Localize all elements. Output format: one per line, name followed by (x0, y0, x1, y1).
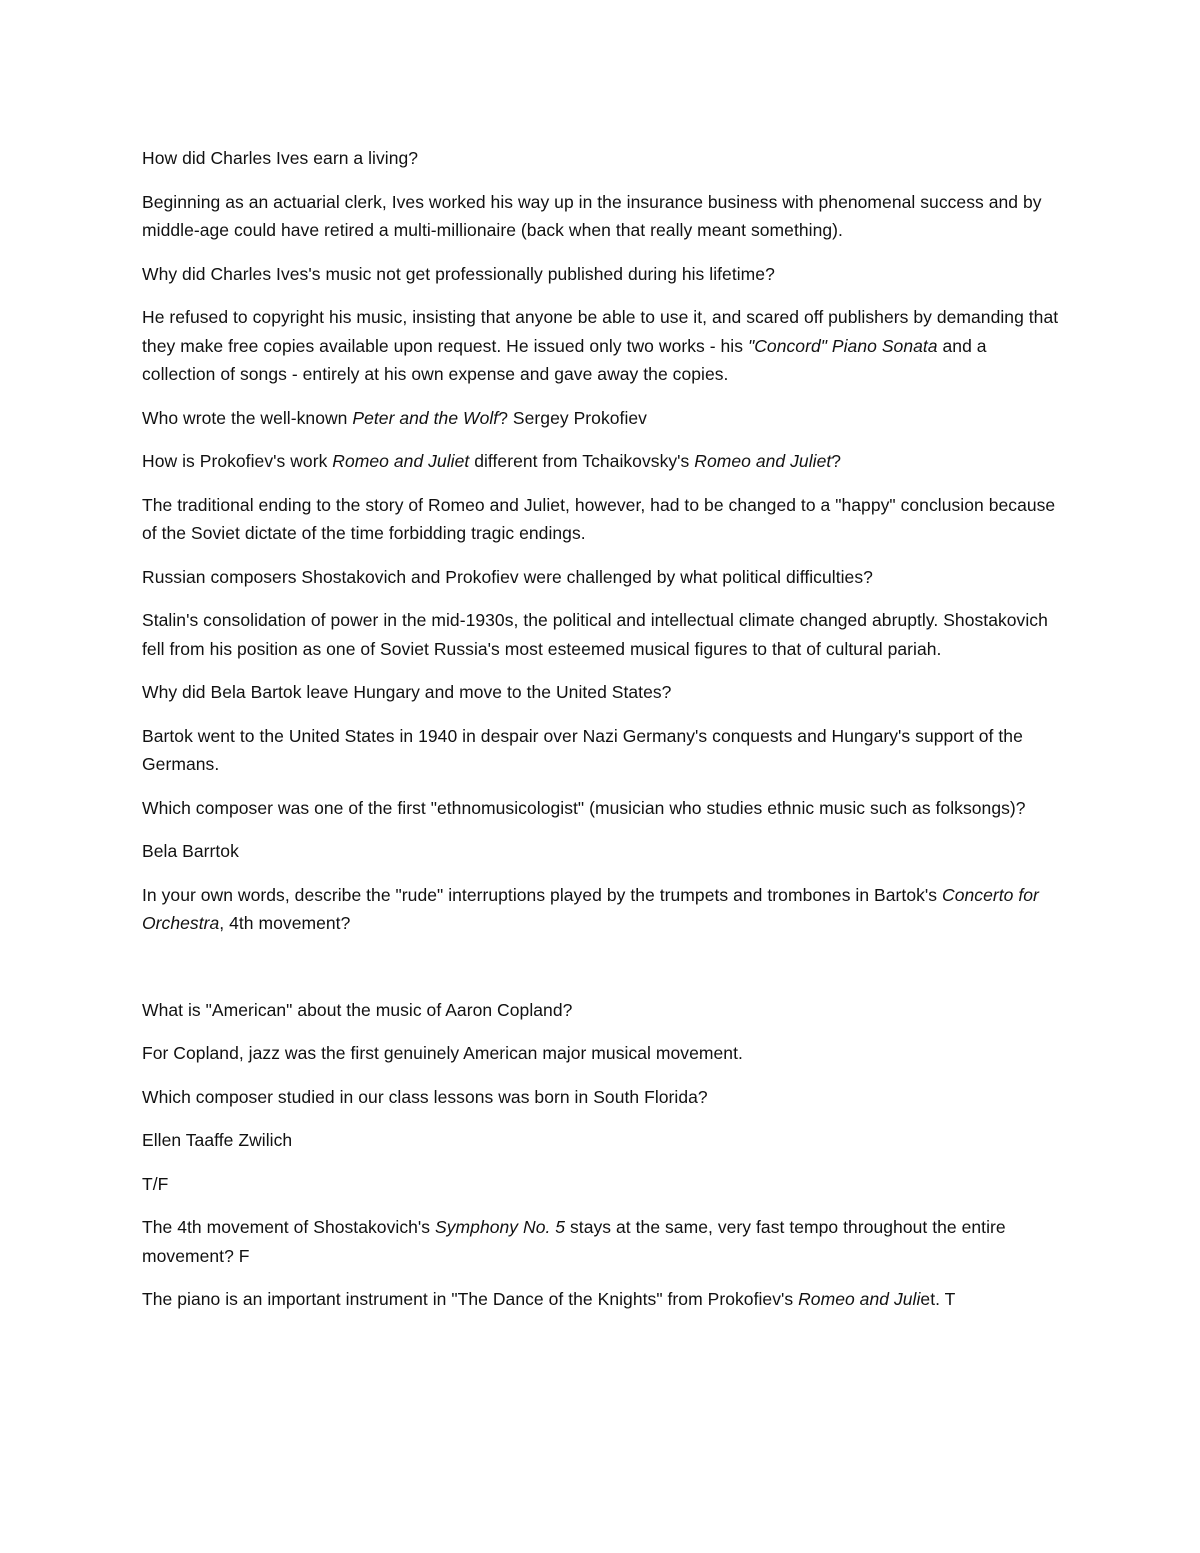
paragraph-q5 (142, 563, 1060, 592)
paragraph-a2 (142, 303, 1060, 389)
paragraph-tf1 (142, 1213, 1060, 1270)
text-run: ? (831, 451, 842, 471)
paragraph-a7 (142, 837, 1060, 866)
italic-title: "Concord" Piano Sonata (747, 335, 938, 356)
paragraph-a5 (142, 606, 1060, 663)
paragraph-tf2 (142, 1285, 1060, 1314)
paragraph-a1 (142, 188, 1060, 245)
paragraph-q2 (142, 260, 1060, 289)
text-run: and a collection of songs - entirely at his own expense and gave away the copies. (142, 335, 987, 384)
paragraph-a9 (142, 1039, 1060, 1068)
text-run: Which composer studied in our class lessons was born in South Florida? (142, 1086, 708, 1107)
paragraph-q6 (142, 678, 1060, 707)
text-run: Who wrote the well-known (142, 407, 353, 428)
italic-title: Romeo and Juli (798, 1289, 921, 1309)
text-run: et. T (920, 1289, 956, 1309)
text-run: Beginning as an actuarial clerk, Ives worked his way up in the insurance business with phenomenal success and by middle-age could have retired a multi-millionaire (back when that really meant something). (142, 191, 1042, 240)
paragraph-q8 (142, 881, 1060, 938)
text-run: stays at the same, very fast tempo throughout the entire movement? F (142, 1217, 1006, 1266)
text-run: different from Tchaikovsky's (469, 451, 695, 471)
paragraph-q3 (142, 404, 1060, 433)
text-run: How is Prokofiev's work (142, 451, 333, 471)
paragraph-q4 (142, 447, 1060, 476)
italic-title: Peter and the Wolf (352, 407, 499, 428)
italic-title: Symphony No. 5 (435, 1217, 566, 1237)
paragraph-q1 (142, 144, 1060, 173)
text-run: Which composer was one of the first "ethnomusicologist" (musician who studies ethnic music such as folksongs)? (142, 797, 1026, 818)
text-run: The 4th movement of Shostakovich's (142, 1217, 436, 1237)
text-run: Bela Barrtok (142, 841, 239, 861)
paragraph-a6 (142, 722, 1060, 779)
paragraph-a10 (142, 1126, 1060, 1155)
paragraph-tf (142, 1170, 1060, 1199)
text-run: For Copland, jazz was the first genuinely American major musical movement. (142, 1043, 743, 1063)
blank-line (142, 953, 1060, 996)
paragraph-q9 (142, 996, 1060, 1025)
text-run: Russian composers Shostakovich and Prokofiev were challenged by what political difficulties? (142, 566, 873, 587)
text-run: Why did Charles Ives's music not get professionally published during his lifetime? (142, 263, 775, 284)
document-body (142, 144, 1060, 1314)
italic-title: Concerto for Orchestra (142, 884, 1039, 933)
text-run: ? Sergey Prokofiev (498, 407, 647, 428)
text-run: T/F (142, 1173, 169, 1194)
text-run: Why did Bela Bartok leave Hungary and move to the United States? (142, 682, 672, 702)
paragraph-q7 (142, 794, 1060, 823)
text-run: The piano is an important instrument in "The Dance of the Knights" from Prokofiev's (142, 1289, 799, 1309)
text-run: Ellen Taaffe Zwilich (142, 1130, 293, 1150)
text-run: He refused to copyright his music, insisting that anyone be able to use it, and scared off publishers by demanding that they make free copies available upon request. He issued only two works - his (142, 307, 1059, 356)
text-run: The traditional ending to the story of Romeo and Juliet, however, had to be changed to a "happy" conclusion because of the Soviet dictate of the time forbidding tragic endings. (142, 494, 1056, 543)
text-run: , 4th movement? (219, 913, 351, 933)
text-run: Stalin's consolidation of power in the mid-1930s, the political and intellectual climate changed abruptly. Shostakovich fell from his position as one of Soviet Russia's most esteemed musical figures to that of cultural pariah. (142, 610, 1048, 659)
italic-title: Romeo and Juliet (694, 451, 832, 471)
text-run: What is "American" about the music of Aaron Copland? (142, 999, 573, 1020)
paragraph-q10 (142, 1083, 1060, 1112)
text-run: In your own words, describe the "rude" interruptions played by the trumpets and trombones in Bartok's (142, 884, 943, 905)
text-run: How did Charles Ives earn a living? (142, 148, 419, 168)
italic-title: Romeo and Juliet (332, 451, 470, 471)
paragraph-a4 (142, 491, 1060, 548)
text-run: Bartok went to the United States in 1940 in despair over Nazi Germany's conquests and Hungary's support of the Germans. (142, 725, 1023, 774)
